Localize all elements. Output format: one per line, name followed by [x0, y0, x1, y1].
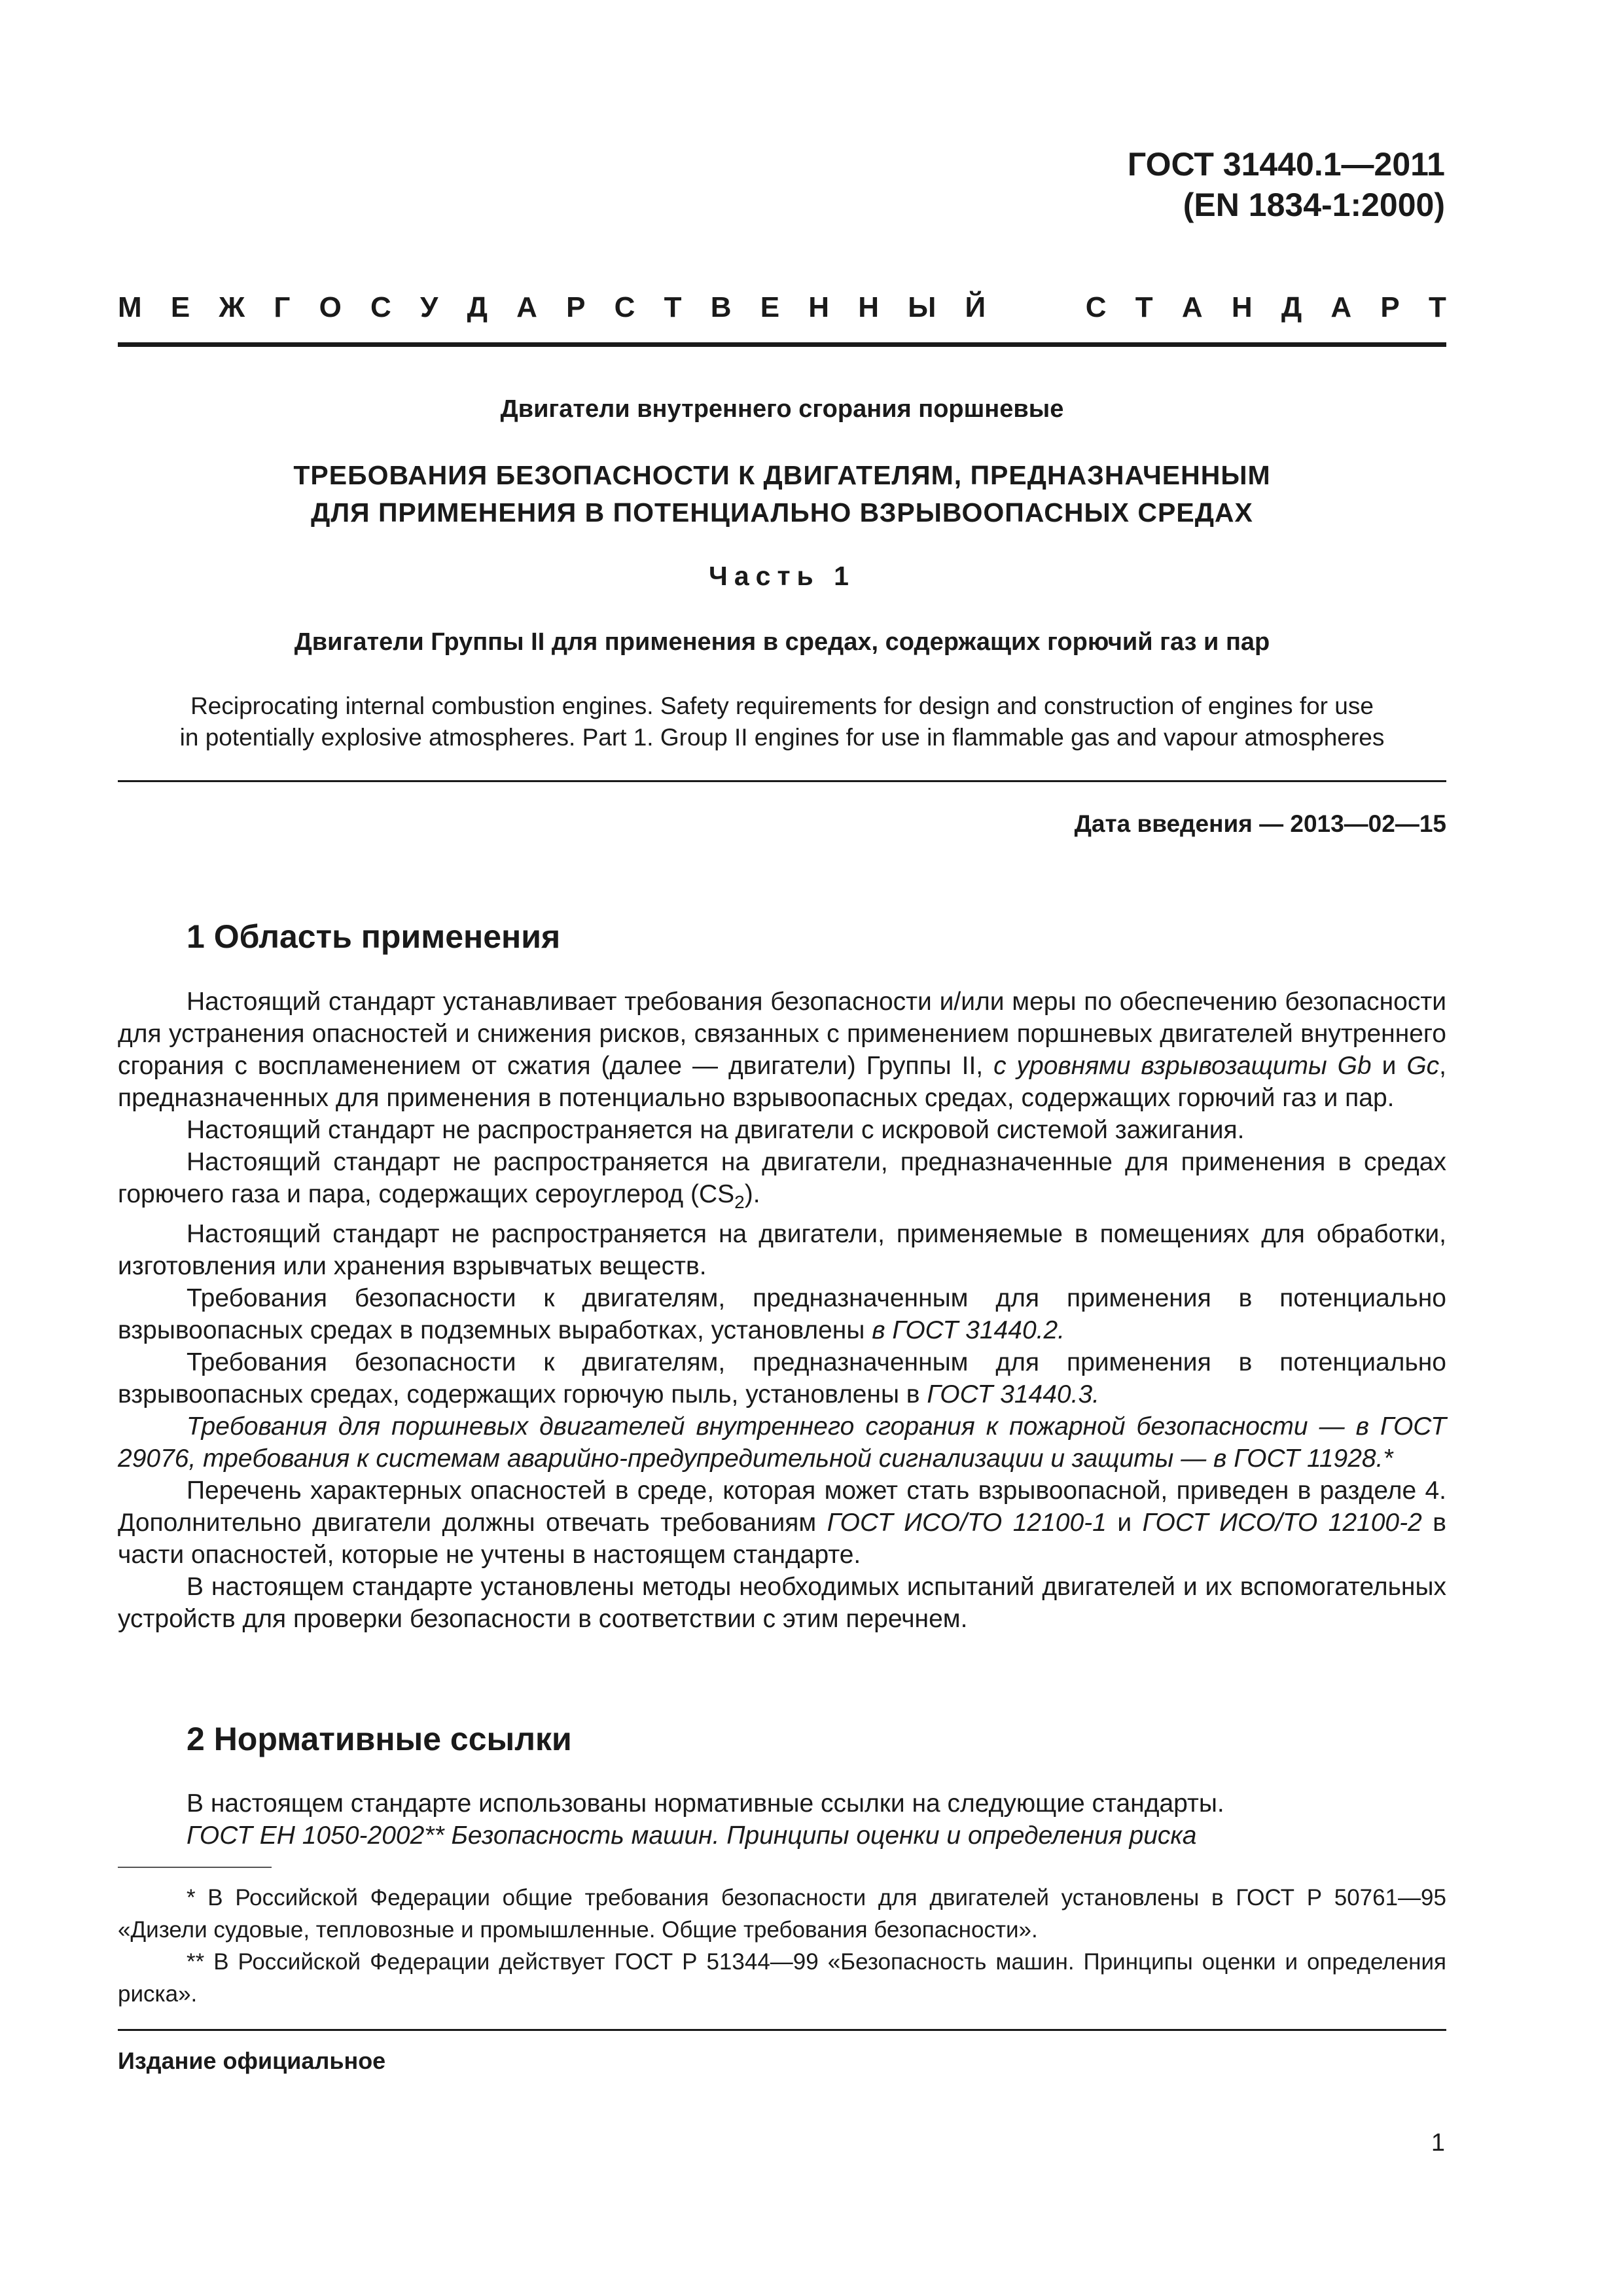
section-heading-scope: 1 Область применения — [187, 918, 561, 955]
banner-letter: Р — [566, 291, 586, 323]
section-scope-body — [118, 986, 1446, 1635]
paragraph: Требования безопасности к двигателям, предназначенным для применения в потенциально взрывоопасных средах в подземных выработках, установлены в ГОСТ 31440.2. — [118, 1283, 1446, 1344]
banner-letter: Г — [274, 291, 291, 323]
paragraph: Настоящий стандарт не распространяется на двигатели с искровой системой зажигания. — [187, 1116, 1245, 1144]
footnote-1: * В Российской Федерации общие требования безопасности для двигателей установлены в ГОСТ Р 50761—95 «Дизели судовые, тепловозные и промышленные. Общие требования безопасности». — [118, 1885, 1446, 1943]
paragraph: Настоящий стандарт не распространяется на двигатели, применяемые в помещениях для обработки, изготовления или хранения взрывчатых веществ. — [118, 1219, 1446, 1280]
paragraph: Настоящий стандарт не распространяется на двигатели, предназначенные для применения в средах горючего газа и пара, содержащих сероуглерод $(CS_2)$. — [118, 1148, 1446, 1212]
banner-letter: У — [419, 291, 438, 323]
banner-letter: Е — [760, 291, 780, 323]
banner-letter: С — [370, 291, 391, 323]
banner-letter: Р — [1380, 291, 1400, 323]
reference-item: ГОСТ ЕН 1050-2002** Безопасность машин. Принципы оценки и определения риска — [187, 1821, 1197, 1850]
paragraph: В настоящем стандарте использованы нормативные ссылки на следующие стандарты. — [187, 1789, 1224, 1818]
banner-letter — [1050, 291, 1057, 324]
top-divider — [118, 342, 1446, 347]
banner-letter: Н — [808, 291, 830, 323]
document-title-line-2: ДЛЯ ПРИМЕНЕНИЯ В ПОТЕНЦИАЛЬНО ВЗРЫВООПАСНЫХ СРЕДАХ — [311, 497, 1253, 528]
document-title-line-1: ТРЕБОВАНИЯ БЕЗОПАСНОСТИ К ДВИГАТЕЛЯМ, ПРЕДНАЗНАЧЕННЫМ — [293, 460, 1271, 490]
banner-letter: Ы — [908, 291, 936, 323]
banner-letter: Н — [858, 291, 880, 323]
banner-letter: Н — [1231, 291, 1253, 323]
english-title-line-1: Reciprocating internal combustion engines. Safety requirements for design and construction of engines for use — [190, 692, 1374, 719]
standard-code-en: (EN 1834-1:2000) — [1183, 187, 1445, 223]
banner-letter: Е — [170, 291, 190, 323]
footnote-separator — [118, 1867, 272, 1868]
banner-letter: Д — [1281, 291, 1302, 323]
banner-letter: Д — [467, 291, 488, 323]
banner-letter: О — [319, 291, 342, 323]
part-subtitle: Двигатели Группы II для применения в средах, содержащих горючий газ и пар — [294, 628, 1270, 656]
edition-label: Издание официальное — [118, 2047, 386, 2074]
section-references-body — [118, 1787, 1446, 1852]
introduction-date: Дата введения — 2013—02—15 — [1074, 810, 1446, 837]
english-title-line-2: in potentially explosive atmospheres. Part 1. Group II engines for use in flammable gas and vapour atmospheres — [179, 724, 1385, 751]
banner-letter: С — [614, 291, 635, 323]
paragraph: Перечень характерных опасностей в среде, которая может стать взрывоопасной, приведен в разделе 4. Дополнительно двигатели должны отвечать требованиям ГОСТ ИСО/ТО 12100-1 и ГОСТ ИСО/ТО 12100-2 в части опасностей, которые не учтены в настоящем стандарте. — [118, 1476, 1447, 1569]
banner-letter: Т — [1428, 291, 1446, 323]
banner-letter: А — [1330, 291, 1352, 323]
banner-letter: Ж — [219, 291, 245, 323]
banner-letter: М — [118, 291, 142, 323]
paragraph: В настоящем стандарте установлены методы необходимых испытаний двигателей и их вспомогательных устройств для проверки безопасности в соответствии с этим перечнем. — [118, 1572, 1446, 1633]
paragraph: Требования безопасности к двигателям, предназначенным для применения в потенциально взрывоопасных средах, содержащих горючую пыль, установлены в ГОСТ 31440.3. — [118, 1348, 1446, 1408]
banner-letter: Й — [965, 291, 986, 323]
footnote-2: ** В Российской Федерации действует ГОСТ Р 51344—99 «Безопасность машин. Принципы оценки и определения риска». — [118, 1949, 1446, 2007]
section-heading-references: 2 Нормативные ссылки — [187, 1721, 572, 1757]
document-subtitle: Двигатели внутреннего сгорания поршневые — [500, 395, 1064, 423]
banner-letter: С — [1085, 291, 1107, 323]
banner-letter: В — [710, 291, 732, 323]
footnotes — [118, 1882, 1446, 2010]
banner-letter: А — [1181, 291, 1203, 323]
banner-letter — [1014, 291, 1021, 324]
standard-code: ГОСТ 31440.1—2011 — [1127, 146, 1445, 183]
interstate-standard-banner — [118, 291, 1446, 324]
banner-letter: А — [516, 291, 537, 323]
paragraph: Настоящий стандарт устанавливает требования безопасности и/или меры по обеспечению безопасности для устранения опасностей и снижения рисков, связанных с применением поршневых двигателей внутреннего сгорания с воспламенением от сжатия (далее — двигатели) Группы II, с уровнями взрывозащиты Gb и Gc, предназначенных для применения в потенциально взрывоопасных средах, содержащих горючий газ и пар. — [118, 988, 1446, 1112]
paragraph: Требования для поршневых двигателей внутреннего сгорания к пожарной безопасности — в ГОСТ 29076, требования к системам аварийно-предупредительной сигнализации и защиты — в ГОСТ 11928.* — [118, 1412, 1446, 1473]
page-number: 1 — [1431, 2129, 1445, 2157]
banner-letter: Т — [664, 291, 682, 323]
title-divider — [118, 780, 1446, 782]
bottom-divider — [118, 2029, 1446, 2031]
banner-letter: Т — [1135, 291, 1153, 323]
part-number: Часть 1 — [709, 561, 855, 591]
